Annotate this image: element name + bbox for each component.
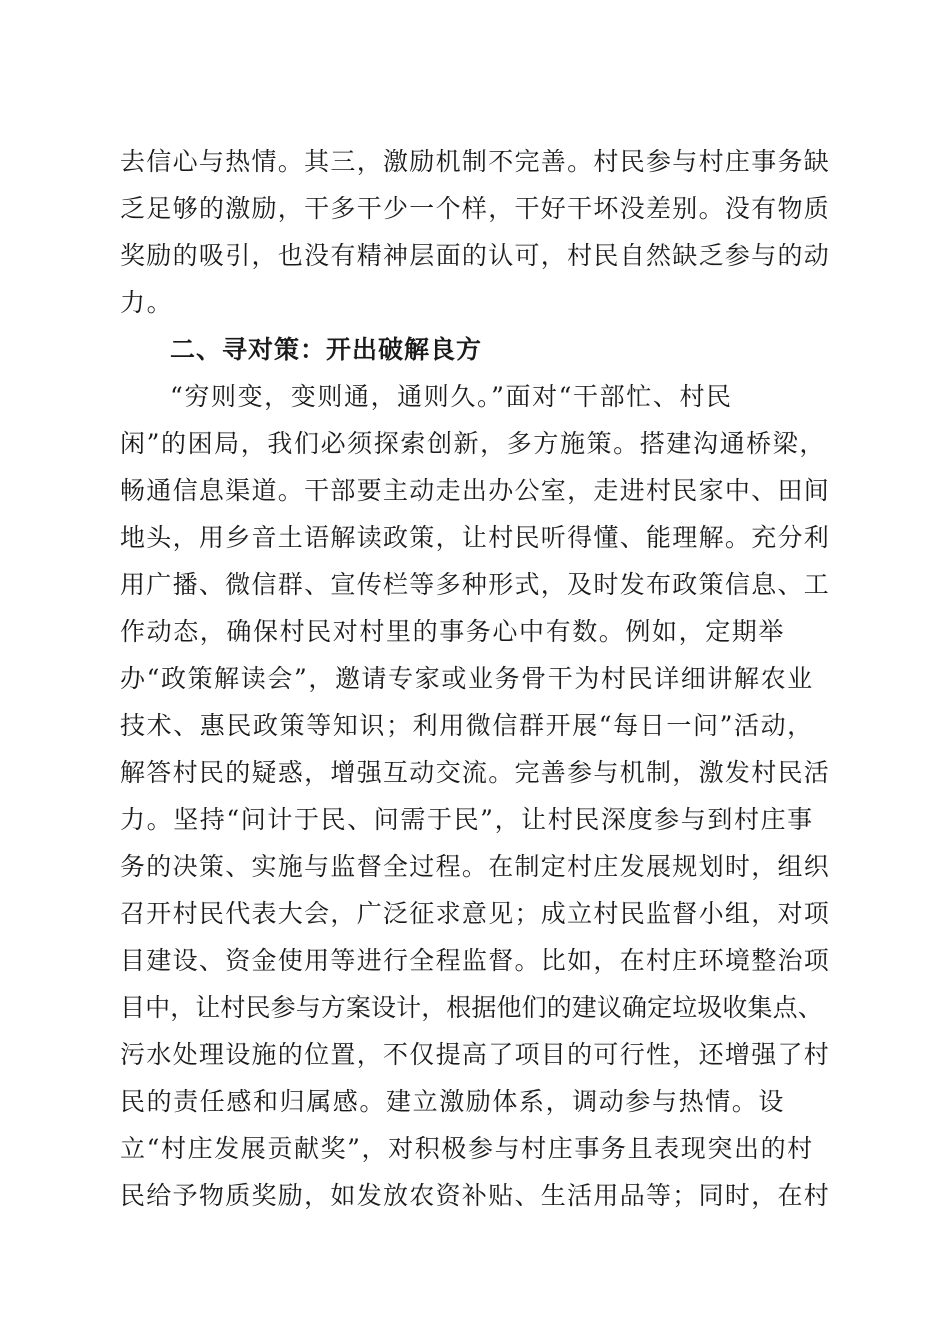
- paragraph-line: 召开村民代表大会，广泛征求意见；成立村民监督小组，对项: [120, 899, 831, 928]
- paragraph-line: 用广播、微信群、宣传栏等多种形式，及时发布政策信息、工: [120, 570, 831, 599]
- paragraph-line: 务的决策、实施与监督全过程。在制定村庄发展规划时，组织: [120, 852, 831, 881]
- body-text: [120, 138, 830, 1219]
- paragraph-line: 目建设、资金使用等进行全程监督。比如，在村庄环境整治项: [120, 946, 831, 975]
- paragraph-line: “穷则变，变则通，通则久。”面对“干部忙、村民: [170, 382, 733, 411]
- paragraph-line: 力。坚持“问计于民、问需于民”，让村民深度参与到村庄事: [120, 805, 814, 834]
- paragraph-line: 畅通信息渠道。干部要主动走出办公室，走进村民家中、田间: [120, 476, 831, 505]
- paragraph-line: 民的责任感和归属感。建立激励体系，调动参与热情。设: [120, 1087, 786, 1116]
- paragraph-line: 乏足够的激励，干多干少一个样，干好干坏没差别。没有物质: [120, 194, 831, 223]
- paragraph-line: 民给予物质奖励，如发放农资补贴、生活用品等；同时，在村: [120, 1181, 831, 1210]
- paragraph-line: 奖励的吸引，也没有精神层面的认可，村民自然缺乏参与的动: [120, 241, 831, 270]
- paragraph-line: 去信心与热情。其三，激励机制不完善。村民参与村庄事务缺: [120, 147, 831, 176]
- section-heading: 二、寻对策：开出破解良方: [170, 335, 483, 364]
- paragraph-line: 作动态，确保村民对村里的事务心中有数。例如，定期举: [120, 617, 786, 646]
- paragraph-line: 立“村庄发展贡献奖”，对积极参与村庄事务且表现突出的村: [120, 1134, 814, 1163]
- paragraph-line: 技术、惠民政策等知识；利用微信群开展“每日一问”活动，: [120, 711, 814, 740]
- paragraph-line: 闲”的困局，我们必须探索创新，多方施策。搭建沟通桥梁，: [120, 429, 826, 458]
- paragraph-line: 办“政策解读会”，邀请专家或业务骨干为村民详细讲解农业: [120, 664, 814, 693]
- paragraph-line: 力。: [120, 288, 174, 317]
- paragraph-line: 污水处理设施的位置，不仅提高了项目的可行性，还增强了村: [120, 1040, 831, 1069]
- paragraph-line: 解答村民的疑惑，增强互动交流。完善参与机制，激发村民活: [120, 758, 831, 787]
- paragraph-line: 地头，用乡音土语解读政策，让村民听得懂、能理解。充分利: [120, 523, 831, 552]
- paragraph-line: 目中，让村民参与方案设计，根据他们的建议确定垃圾收集点、: [120, 993, 823, 1022]
